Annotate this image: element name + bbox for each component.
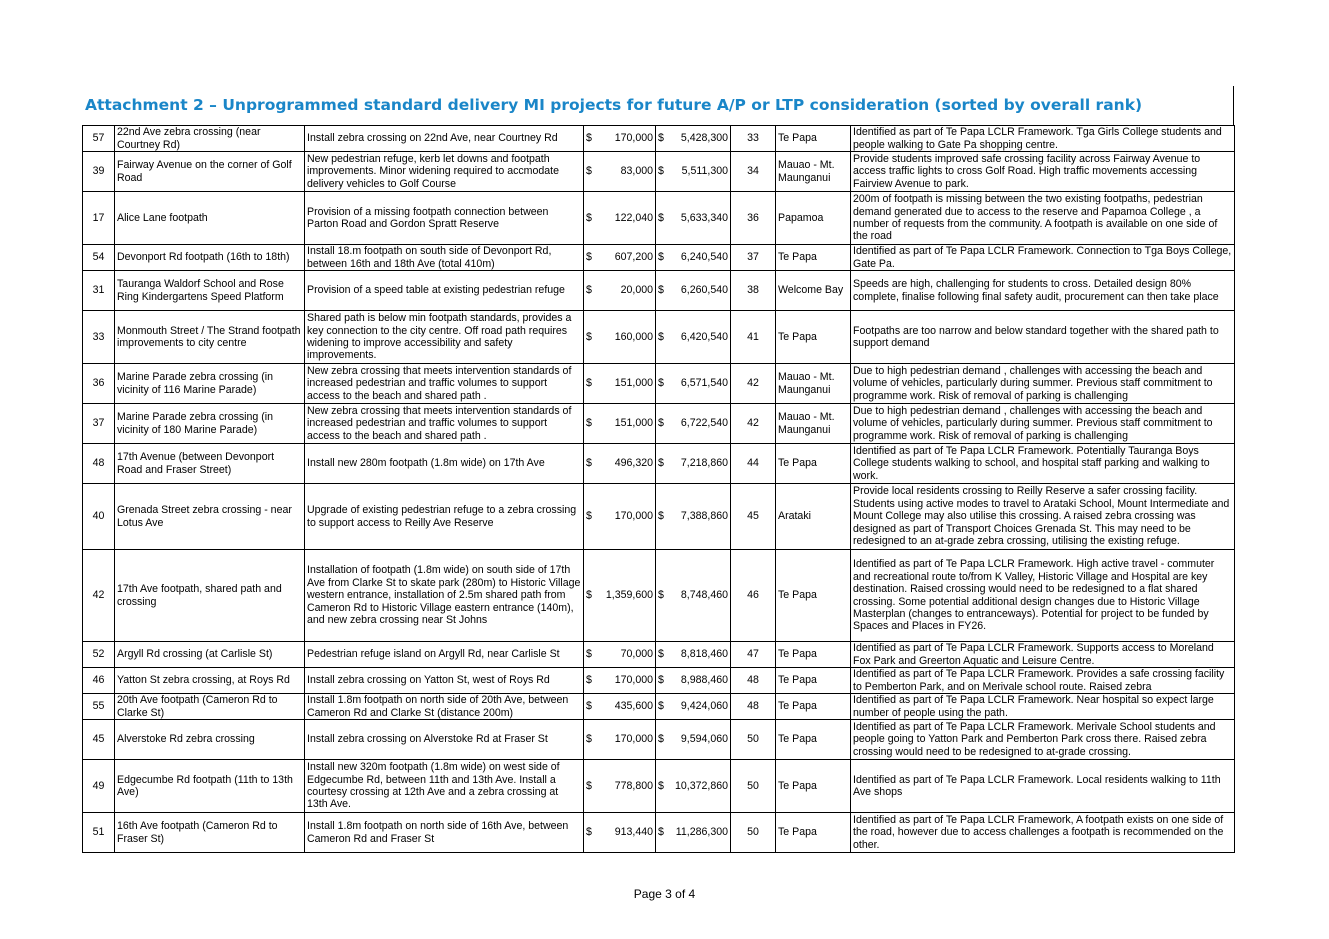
description-cell: Provision of a missing footpath connection between Parton Road and Gordon Spratt Reserve [305,192,584,245]
cumulative-cost-cell [656,364,731,404]
description-cell: Install new 280m footpath (1.8m wide) on 17th Ave [305,444,584,484]
project-name-cell: Marine Parade zebra crossing (in vicinity of 116 Marine Parade) [115,364,305,404]
area-cell: Te Papa [776,642,851,668]
currency-symbol: $ [586,826,592,839]
cumulative-value: 5,511,300 [681,165,728,178]
cumulative-cost-cell [656,550,731,642]
cumulative-value: 6,260,540 [680,284,728,297]
cumulative-value: 6,420,540 [680,330,728,343]
cost-value: 160,000 [614,330,653,343]
rationale-cell: Identified as part of Te Papa LCLR Framework. High active travel - commuter and recreational route to/from K Valley, Historic Village and Hospital are key destination. Raised crossing would need to be redesigned to a flat shared crossing. Some potential additional design changes due to Historic Village Masterplan (changes to entranceways). Potential for project to be funded by Spaces and Places in FY26. [851,550,1235,642]
cumulative-cost-cell [656,404,731,444]
cost-cell [584,311,656,364]
rank-cell: 55 [83,694,115,720]
table-row [83,364,1235,404]
description-cell: Upgrade of existing pedestrian refuge to a zebra crossing to support access to Reilly Ave Reserve [305,484,584,550]
area-cell: Te Papa [776,444,851,484]
currency-symbol: $ [658,165,664,178]
score-cell: 37 [731,245,776,271]
description-cell: New pedestrian refuge, kerb let downs and footpath improvements. Minor widening required to accmodate delivery vehicles to Golf Course [305,152,584,192]
cost-cell [584,668,656,694]
table-row [83,642,1235,668]
project-name-cell: Devonport Rd footpath (16th to 18th) [115,245,305,271]
score-cell: 33 [731,126,776,152]
rank-cell: 17 [83,192,115,245]
page-title: Attachment 2 – Unprogrammed standard delivery MI projects for future A/P or LTP consideration (sorted by overall rank) [85,96,1143,114]
rank-cell: 48 [83,444,115,484]
cumulative-value: 5,633,340 [680,211,728,224]
projects-table [82,125,1235,853]
rationale-cell: Identified as part of Te Papa LCLR Framework. Supports access to Moreland Fox Park and Greerton Aquatic and Leisure Centre. [851,642,1235,668]
currency-symbol: $ [586,457,592,470]
cumulative-cost-cell [656,311,731,364]
rationale-cell: Due to high pedestrian demand , challenges with accessing the beach and volume of vehicles, particularly during summer. Previous staff commitment to programme work. Risk of removal of parking is challenging [851,404,1235,444]
rationale-cell: Identified as part of Te Papa LCLR Framework. Connection to Tga Boys College, Gate Pa. [851,245,1235,271]
rationale-cell: Provide local residents crossing to Reilly Reserve a safer crossing facility. Students using active modes to travel to Arataki School, Mount Intermediate and Mount College may also utilise this crossing. A raised zebra crossing was designed as part of Transport Choices Grenada St. This may need to be redesigned to an at-grade zebra crossing, utilising the existing refuge. [851,484,1235,550]
rationale-cell: Due to high pedestrian demand , challenges with accessing the beach and volume of vehicles, particularly during summer. Previous staff commitment to programme work. Risk of removal of parking is challenging [851,364,1235,404]
project-name-cell: Monmouth Street / The Strand footpath improvements to city centre [115,311,305,364]
rank-cell: 39 [83,152,115,192]
table-row [83,444,1235,484]
cumulative-cost-cell [656,444,731,484]
cumulative-value: 6,240,540 [680,251,728,264]
currency-symbol: $ [586,510,592,523]
table-row [83,126,1235,152]
area-cell: Mauao - Mt. Maunganui [776,404,851,444]
cumulative-cost-cell [656,484,731,550]
cost-value: 607,200 [614,251,653,264]
currency-symbol: $ [658,132,664,145]
cumulative-cost-cell [656,126,731,152]
project-name-cell: 16th Ave footpath (Cameron Rd to Fraser St) [115,813,305,853]
rationale-cell: Identified as part of Te Papa LCLR Framework. Tga Girls College students and people walking to Gate Pa shopping centre. [851,126,1235,152]
area-cell: Te Papa [776,550,851,642]
currency-symbol: $ [586,733,592,746]
description-cell: Installation of footpath (1.8m wide) on south side of 17th Ave from Clarke St to skate park (280m) to Historic Village western entrance, installation of 2.5m shared path from Cameron Rd to Historic Village eastern entrance (140m), and new zebra crossing near St Johns [305,550,584,642]
cost-cell [584,720,656,760]
score-cell: 42 [731,364,776,404]
area-cell: Te Papa [776,720,851,760]
score-cell: 50 [731,720,776,760]
rationale-cell: Speeds are high, challenging for students to cross. Detailed design 80% complete, finalise following final safety audit, procurement can then take place [851,271,1235,311]
table-row [83,720,1235,760]
rank-cell: 36 [83,364,115,404]
cost-value: 170,000 [614,510,653,523]
rank-cell: 52 [83,642,115,668]
cost-cell [584,364,656,404]
cost-cell [584,550,656,642]
currency-symbol: $ [586,377,592,390]
cumulative-value: 6,722,540 [680,417,728,430]
cumulative-value: 9,594,060 [680,733,728,746]
description-cell: Install zebra crossing on Alverstoke Rd at Fraser St [305,720,584,760]
rank-cell: 31 [83,271,115,311]
cost-cell [584,813,656,853]
table-row [83,311,1235,364]
currency-symbol: $ [586,589,592,602]
cost-value: 778,800 [614,779,653,792]
area-cell: Te Papa [776,245,851,271]
table-row [83,813,1235,853]
area-cell: Welcome Bay [776,271,851,311]
score-cell: 41 [731,311,776,364]
currency-symbol: $ [658,700,664,713]
currency-symbol: $ [658,779,664,792]
table-row [83,245,1235,271]
score-cell: 48 [731,694,776,720]
table-row [83,404,1235,444]
table-row [83,668,1235,694]
cumulative-cost-cell [656,760,731,813]
rank-cell: 40 [83,484,115,550]
currency-symbol: $ [586,211,592,224]
currency-symbol: $ [586,330,592,343]
rationale-cell: Footpaths are too narrow and below standard together with the shared path to support demand [851,311,1235,364]
area-cell: Papamoa [776,192,851,245]
rationale-cell: Identified as part of Te Papa LCLR Framework. Provides a safe crossing facility to Pemberton Park, and on Merivale school route. Raised zebra [851,668,1235,694]
currency-symbol: $ [658,417,664,430]
description-cell: Install 1.8m footpath on north side of 16th Ave, between Cameron Rd and Fraser St [305,813,584,853]
project-name-cell: 22nd Ave zebra crossing (near Courtney Rd) [115,126,305,152]
cost-cell [584,152,656,192]
description-cell: Install new 320m footpath (1.8m wide) on west side of Edgecumbe Rd, between 11th and 13th Ave. Install a courtesy crossing at 12th Ave and a zebra crossing at 13th Ave. [305,760,584,813]
currency-symbol: $ [586,251,592,264]
cumulative-cost-cell [656,720,731,760]
cost-cell [584,271,656,311]
cost-cell [584,192,656,245]
cumulative-value: 11,286,300 [675,826,728,839]
cost-cell [584,484,656,550]
currency-symbol: $ [658,589,664,602]
cumulative-value: 8,748,460 [680,589,728,602]
cumulative-value: 9,424,060 [680,700,728,713]
rationale-cell: Identified as part of Te Papa LCLR Framework. Merivale School students and people going to Yatton Park and Pemberton Park cross there. Raised zebra crossing would need to be redesigned to at-grade crossing. [851,720,1235,760]
cost-cell [584,245,656,271]
description-cell: New zebra crossing that meets intervention standards of increased pedestrian and traffic volumes to support access to the beach and shared path . [305,364,584,404]
cost-cell [584,694,656,720]
description-cell: Provision of a speed table at existing pedestrian refuge [305,271,584,311]
description-cell: Shared path is below min footpath standards, provides a key connection to the city centre. Off road path requires widening to improve accessibility and safety improvements. [305,311,584,364]
currency-symbol: $ [586,674,592,687]
cost-value: 151,000 [614,377,653,390]
currency-symbol: $ [586,648,592,661]
rank-cell: 33 [83,311,115,364]
currency-symbol: $ [658,457,664,470]
description-cell: Install zebra crossing on Yatton St, west of Roys Rd [305,668,584,694]
score-cell: 45 [731,484,776,550]
currency-symbol: $ [658,648,664,661]
cost-cell [584,642,656,668]
currency-symbol: $ [586,165,592,178]
table-row [83,484,1235,550]
rationale-cell: Identified as part of Te Papa LCLR Framework, A footpath exists on one side of the road, however due to access challenges a footpath is recommended on the other. [851,813,1235,853]
project-name-cell: Alverstoke Rd zebra crossing [115,720,305,760]
rank-cell: 37 [83,404,115,444]
table-row [83,192,1235,245]
currency-symbol: $ [658,284,664,297]
score-cell: 46 [731,550,776,642]
cumulative-cost-cell [656,642,731,668]
project-name-cell: Yatton St zebra crossing, at Roys Rd [115,668,305,694]
table-row [83,694,1235,720]
cumulative-cost-cell [656,694,731,720]
cumulative-cost-cell [656,668,731,694]
cumulative-cost-cell [656,271,731,311]
description-cell: Pedestrian refuge island on Argyll Rd, near Carlisle St [305,642,584,668]
cost-cell [584,444,656,484]
cost-value: 170,000 [614,132,653,145]
cost-value: 170,000 [614,733,653,746]
score-cell: 44 [731,444,776,484]
score-cell: 42 [731,404,776,444]
cost-value: 83,000 [620,165,653,178]
cost-value: 20,000 [620,284,653,297]
rationale-cell: Identified as part of Te Papa LCLR Framework. Near hospital so expect large number of people using the path. [851,694,1235,720]
project-name-cell: 17th Ave footpath, shared path and crossing [115,550,305,642]
project-name-cell: Fairway Avenue on the corner of Golf Road [115,152,305,192]
currency-symbol: $ [658,733,664,746]
cumulative-value: 5,428,300 [680,132,728,145]
currency-symbol: $ [658,377,664,390]
currency-symbol: $ [658,674,664,687]
cost-value: 70,000 [620,648,653,661]
rank-cell: 54 [83,245,115,271]
score-cell: 48 [731,668,776,694]
cumulative-value: 8,988,460 [680,674,728,687]
cost-cell [584,760,656,813]
project-name-cell: Tauranga Waldorf School and Rose Ring Kindergartens Speed Platform [115,271,305,311]
rationale-cell: Identified as part of Te Papa LCLR Framework. Potentially Tauranga Boys College students walking to school, and hospital staff parking and walking to work. [851,444,1235,484]
score-cell: 36 [731,192,776,245]
currency-symbol: $ [586,779,592,792]
area-cell: Mauao - Mt. Maunganui [776,152,851,192]
currency-symbol: $ [658,251,664,264]
rationale-cell: Provide students improved safe crossing facility across Fairway Avenue to access traffic lights to cross Golf Road. High traffic movements accessing Fairview Avenue to park. [851,152,1235,192]
currency-symbol: $ [658,330,664,343]
table-row [83,152,1235,192]
cumulative-value: 7,388,860 [680,510,728,523]
description-cell: Install zebra crossing on 22nd Ave, near Courtney Rd [305,126,584,152]
cost-value: 1,359,600 [605,589,653,602]
rationale-cell: 200m of footpath is missing between the two existing footpaths, pedestrian demand generated due to access to the reserve and Papamoa College , a number of requests from the community. A footpath is available on one side of the road [851,192,1235,245]
rationale-cell: Identified as part of Te Papa LCLR Framework. Local residents walking to 11th Ave shops [851,760,1235,813]
cost-cell [584,126,656,152]
rank-cell: 45 [83,720,115,760]
project-name-cell: Grenada Street zebra crossing - near Lotus Ave [115,484,305,550]
table-row [83,760,1235,813]
currency-symbol: $ [586,700,592,713]
cost-value: 496,320 [614,457,653,470]
area-cell: Mauao - Mt. Maunganui [776,364,851,404]
cumulative-cost-cell [656,245,731,271]
area-cell: Te Papa [776,311,851,364]
cumulative-value: 8,818,460 [680,648,728,661]
area-cell: Te Papa [776,813,851,853]
cost-cell [584,404,656,444]
description-cell: Install 1.8m footpath on north side of 20th Ave, between Cameron Rd and Clarke St (distance 200m) [305,694,584,720]
cost-value: 435,600 [614,700,653,713]
cost-value: 170,000 [614,674,653,687]
area-cell: Te Papa [776,694,851,720]
rank-cell: 46 [83,668,115,694]
score-cell: 38 [731,271,776,311]
area-cell: Te Papa [776,760,851,813]
table-row [83,550,1235,642]
project-name-cell: Alice Lane footpath [115,192,305,245]
cumulative-cost-cell [656,192,731,245]
cumulative-value: 10,372,860 [674,779,728,792]
score-cell: 50 [731,760,776,813]
area-cell: Te Papa [776,668,851,694]
currency-symbol: $ [658,211,664,224]
currency-symbol: $ [586,417,592,430]
currency-symbol: $ [658,826,664,839]
score-cell: 34 [731,152,776,192]
rank-cell: 57 [83,126,115,152]
rank-cell: 51 [83,813,115,853]
currency-symbol: $ [586,284,592,297]
currency-symbol: $ [658,510,664,523]
page-number: Page 3 of 4 [633,887,696,901]
cost-value: 122,040 [614,211,653,224]
cumulative-cost-cell [656,152,731,192]
header-divider-line [1233,86,1234,126]
project-name-cell: Marine Parade zebra crossing (in vicinity of 180 Marine Parade) [115,404,305,444]
cost-value: 913,440 [614,826,653,839]
currency-symbol: $ [586,132,592,145]
area-cell: Te Papa [776,126,851,152]
area-cell: Arataki [776,484,851,550]
project-name-cell: 17th Avenue (between Devonport Road and Fraser Street) [115,444,305,484]
cumulative-value: 6,571,540 [680,377,728,390]
project-name-cell: Edgecumbe Rd footpath (11th to 13th Ave) [115,760,305,813]
cost-value: 151,000 [614,417,653,430]
score-cell: 47 [731,642,776,668]
score-cell: 50 [731,813,776,853]
table-row [83,271,1235,311]
project-name-cell: Argyll Rd crossing (at Carlisle St) [115,642,305,668]
rank-cell: 42 [83,550,115,642]
cumulative-value: 7,218,860 [680,457,728,470]
projects-table-body [83,126,1235,853]
project-name-cell: 20th Ave footpath (Cameron Rd to Clarke St) [115,694,305,720]
description-cell: New zebra crossing that meets intervention standards of increased pedestrian and traffic volumes to support access to the beach and shared path . [305,404,584,444]
description-cell: Install 18.m footpath on south side of Devonport Rd, between 16th and 18th Ave (total 410m) [305,245,584,271]
rank-cell: 49 [83,760,115,813]
cumulative-cost-cell [656,813,731,853]
